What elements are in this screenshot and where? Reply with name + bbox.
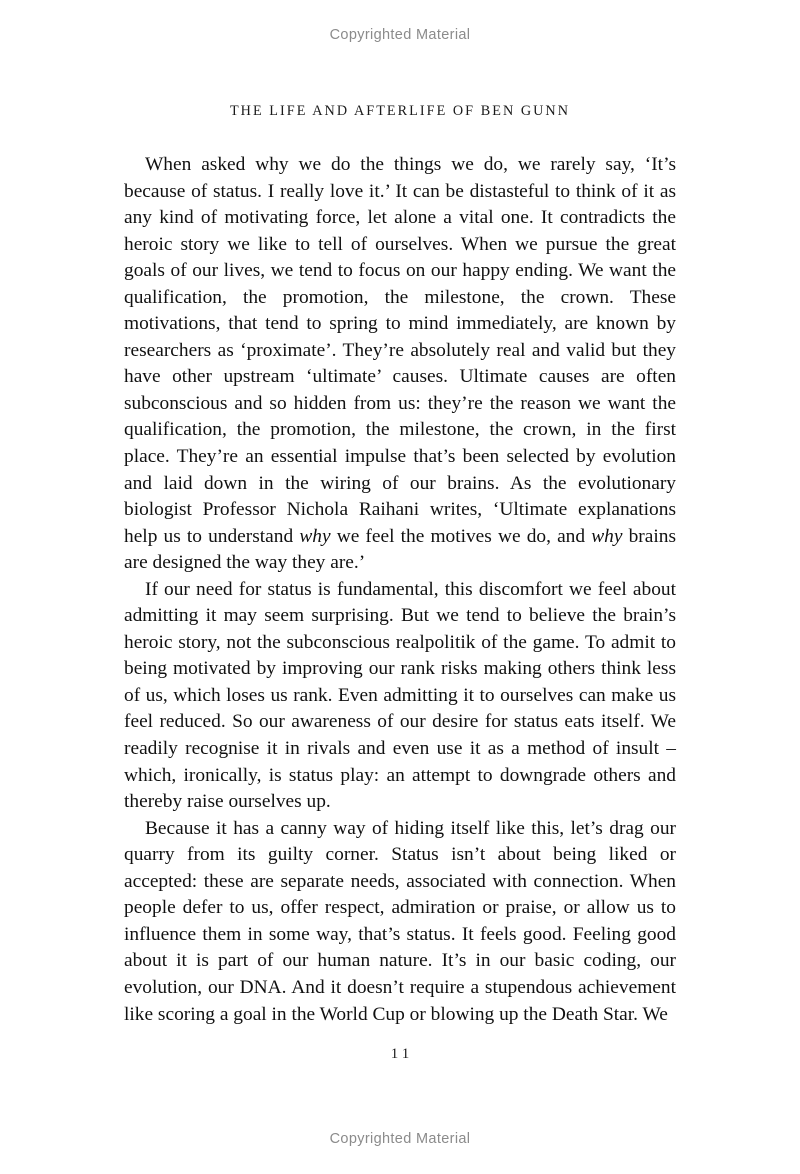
paragraph-2: If our need for status is fundamental, this discomfort we feel about admitting it may seem surprising. But we tend to believe the brain’s heroic story, not the subconscious realpolitik of the game. To admit to being motivated by improving our rank risks making others think less of us, which loses us rank. Even admitting it to ourselves can make us feel reduced. So our awareness of our desire for status eats itself. We readily recognise it in rivals and even use it as a method of insult – which, ironically, is status play: an attempt to downgrade others and thereby raise ourselves up. [124,578,676,813]
paragraph-1: When asked why we do the things we do, we rarely say, ‘It’s because of status. I really love it.’ It can be distasteful to think of it as any kind of motivating force, let alone a vital one. It contradicts the heroic story we like to tell of ourselves. When we pursue the great goals of our lives, we tend to focus on our happy ending. We want the qualification, the promotion, the milestone, the crown. These motivations, that tend to spring to mind immediately, are known by researchers as ‘proximate’. They’re absolutely real and valid but they have other upstream ‘ultimate’ causes. Ultimate causes are often subconscious and so hidden from us: they’re the reason we want the qualification, the promotion, the milestone, the crown, in the first place. They’re an essential impulse that’s been selected by evolution and laid down in the wiring of our brains. As the evolutionary biologist Professor Nichola Raihani writes, ‘Ultimate explanations help us to understand why we feel the motives we do, and why brains are designed the way they are.’ [124,154,676,574]
body-text-block [124,152,676,1028]
page-number: 11 [390,1046,414,1062]
emphasised-word: why [591,525,623,547]
emphasised-word: why [299,525,331,547]
running-head: THE LIFE AND AFTERLIFE OF BEN GUNN [229,103,571,119]
paragraph-3: Because it has a canny way of hiding itself like this, let’s drag our quarry from its guilty corner. Status isn’t about being liked or accepted: these are separate needs, associated with connection. When people defer to us, offer respect, admiration or praise, or allow us to influence them in some way, that’s status. It feels good. Feeling good about it is part of our human nature. It’s in our basic coding, our evolution, our DNA. And it doesn’t require a stupendous achievement like scoring a goal in the World Cup or blowing up the Death Star. We [124,817,676,1025]
copyright-watermark-top: Copyrighted Material [329,27,471,43]
copyright-watermark-bottom: Copyrighted Material [329,1131,471,1147]
